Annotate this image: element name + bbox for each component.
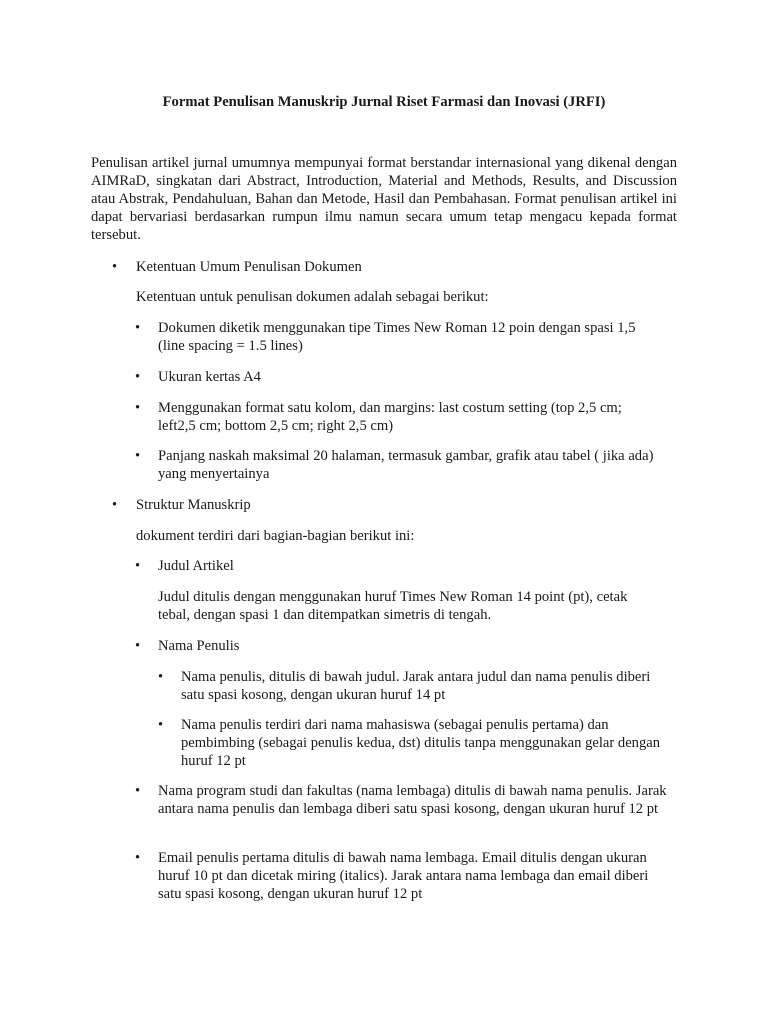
list-item: Menggunakan format satu kolom, dan margins: last costum setting (top 2,5 cm; left2,5 cm; bottom 2,5 cm; right 2,5 cm) [158,400,622,434]
judul-artikel-desc: Judul ditulis dengan menggunakan huruf Times New Roman 14 point (pt), cetak tebal, dengan spasi 1 dan ditempatkan simetris di tengah. [158,589,628,623]
sub-list-item: Nama penulis, ditulis di bawah judul. Jarak antara judul dan nama penulis diberi satu spasi kosong, dengan ukuran huruf 14 pt [181,669,651,703]
nama-penulis-label: Nama Penulis [158,638,240,654]
bullet-glyph: • [135,638,141,654]
email-item: Email penulis pertama ditulis di bawah nama lembaga. Email ditulis dengan ukuran huruf 10 pt dan dicetak miring (italics). Jarak antara nama lembaga dan email diberi satu spasi kosong, dengan ukuran huruf 12 pt [158,850,649,902]
bullet-glyph: • [112,259,118,275]
bullet-glyph: • [158,717,164,733]
bullet-glyph: • [135,558,141,574]
judul-artikel-label: Judul Artikel [158,558,234,574]
program-studi-item: Nama program studi dan fakultas (nama lembaga) ditulis di bawah nama penulis. Jarak antara nama penulis dan lembaga diberi satu spasi kosong, dengan ukuran huruf 12 pt [158,783,667,817]
bullet-glyph: • [135,783,141,799]
section-heading-ketentuan: Ketentuan Umum Penulisan Dokumen [136,259,362,275]
list-item: Ukuran kertas A4 [158,369,261,385]
section-lead-struktur: dokument terdiri dari bagian-bagian berikut ini: [136,528,415,544]
intro-paragraph: Penulisan artikel jurnal umumnya mempunyai format berstandar internasional yang dikenal dengan AIMRaD, singkatan dari Abstract, Introduction, Material and Methods, Results, and Discussion atau Abstrak, Pendahuluan, Bahan dan Metode, Hasil dan Pembahasan. Format penulisan artikel ini dapat bervariasi berdasarkan rumpun ilmu namun secara umum tetap mengacu kepada format tersebut. [91,155,677,243]
list-item: Dokumen diketik menggunakan tipe Times New Roman 12 poin dengan spasi 1,5 (line spacing = 1.5 lines) [158,320,636,354]
bullet-glyph: • [135,400,141,416]
bullet-glyph: • [135,320,141,336]
sub-list-item: Nama penulis terdiri dari nama mahasiswa (sebagai penulis pertama) dan pembimbing (sebagai penulis kedua, dst) ditulis tanpa menggunakan gelar dengan huruf 12 pt [181,717,661,769]
section-lead-ketentuan: Ketentuan untuk penulisan dokumen adalah sebagai berikut: [136,289,489,305]
bullet-glyph: • [135,369,141,385]
document-title: Format Penulisan Manuskrip Jurnal Riset Farmasi dan Inovasi (JRFI) [162,94,606,110]
section-heading-struktur: Struktur Manuskrip [136,497,251,513]
bullet-glyph: • [135,448,141,464]
bullet-glyph: • [158,669,164,685]
list-item: Panjang naskah maksimal 20 halaman, termasuk gambar, grafik atau tabel ( jika ada) yang menyertainya [158,448,654,482]
bullet-glyph: • [112,497,118,513]
bullet-glyph: • [135,850,141,866]
